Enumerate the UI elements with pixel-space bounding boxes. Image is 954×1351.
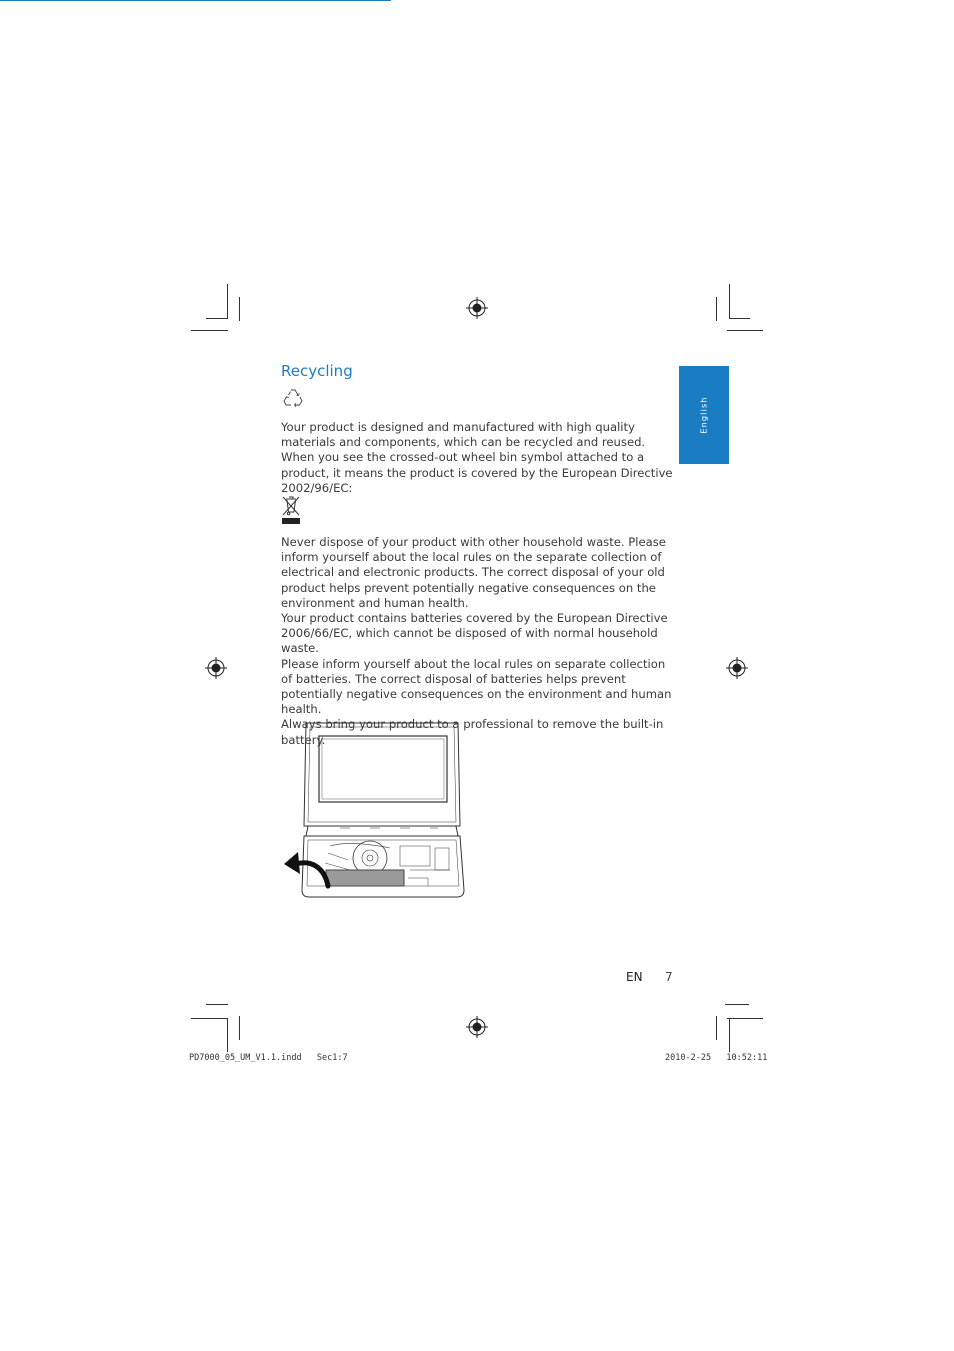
language-tab-label: English (699, 396, 709, 434)
paragraph: When you see the crossed-out wheel bin symbol attached to a product, it means the product is covered by the European Directive 2002/96/EC: (281, 450, 673, 495)
print-slug-date: 2010-2-25 10:52:11 (665, 1053, 768, 1063)
print-slug-file: PD7000_05_UM_V1.1.indd Sec1:7 (189, 1053, 348, 1063)
paragraph: Always bring your product to a professional to remove the built-in battery. (281, 717, 664, 747)
page-number: 7 (665, 970, 673, 984)
registration-mark-icon (205, 657, 227, 679)
disposal-instructions (281, 535, 676, 748)
registration-mark-icon (466, 297, 488, 319)
paragraph: Please inform yourself about the local rules on separate collection of batteries. The correct disposal of batteries helps prevent potentially negative consequences on the environment and human health. (281, 656, 672, 717)
page-language: EN (626, 970, 643, 984)
section-heading: Recycling (281, 362, 353, 380)
battery-removal-illustration (280, 718, 470, 903)
section-rule (0, 0, 391, 1)
paragraph: Your product contains batteries covered by the European Directive 2006/66/EC, which cannot be disposed of with normal household waste. (281, 611, 668, 656)
recycling-intro (281, 420, 676, 496)
crossed-out-wheel-bin-icon (281, 493, 301, 525)
paragraph: Your product is designed and manufactured with high quality materials and components, which can be recycled and reused. (281, 420, 646, 450)
language-tab (679, 366, 729, 464)
registration-mark-icon (726, 657, 748, 679)
registration-mark-icon (466, 1016, 488, 1038)
paragraph: Never dispose of your product with other household waste. Please inform yourself about the local rules on the separate collection of electrical and electronic products. The correct disposal of your old product helps prevent potentially negative consequences on the environment and human health. (281, 535, 666, 610)
recycle-icon (282, 387, 304, 409)
